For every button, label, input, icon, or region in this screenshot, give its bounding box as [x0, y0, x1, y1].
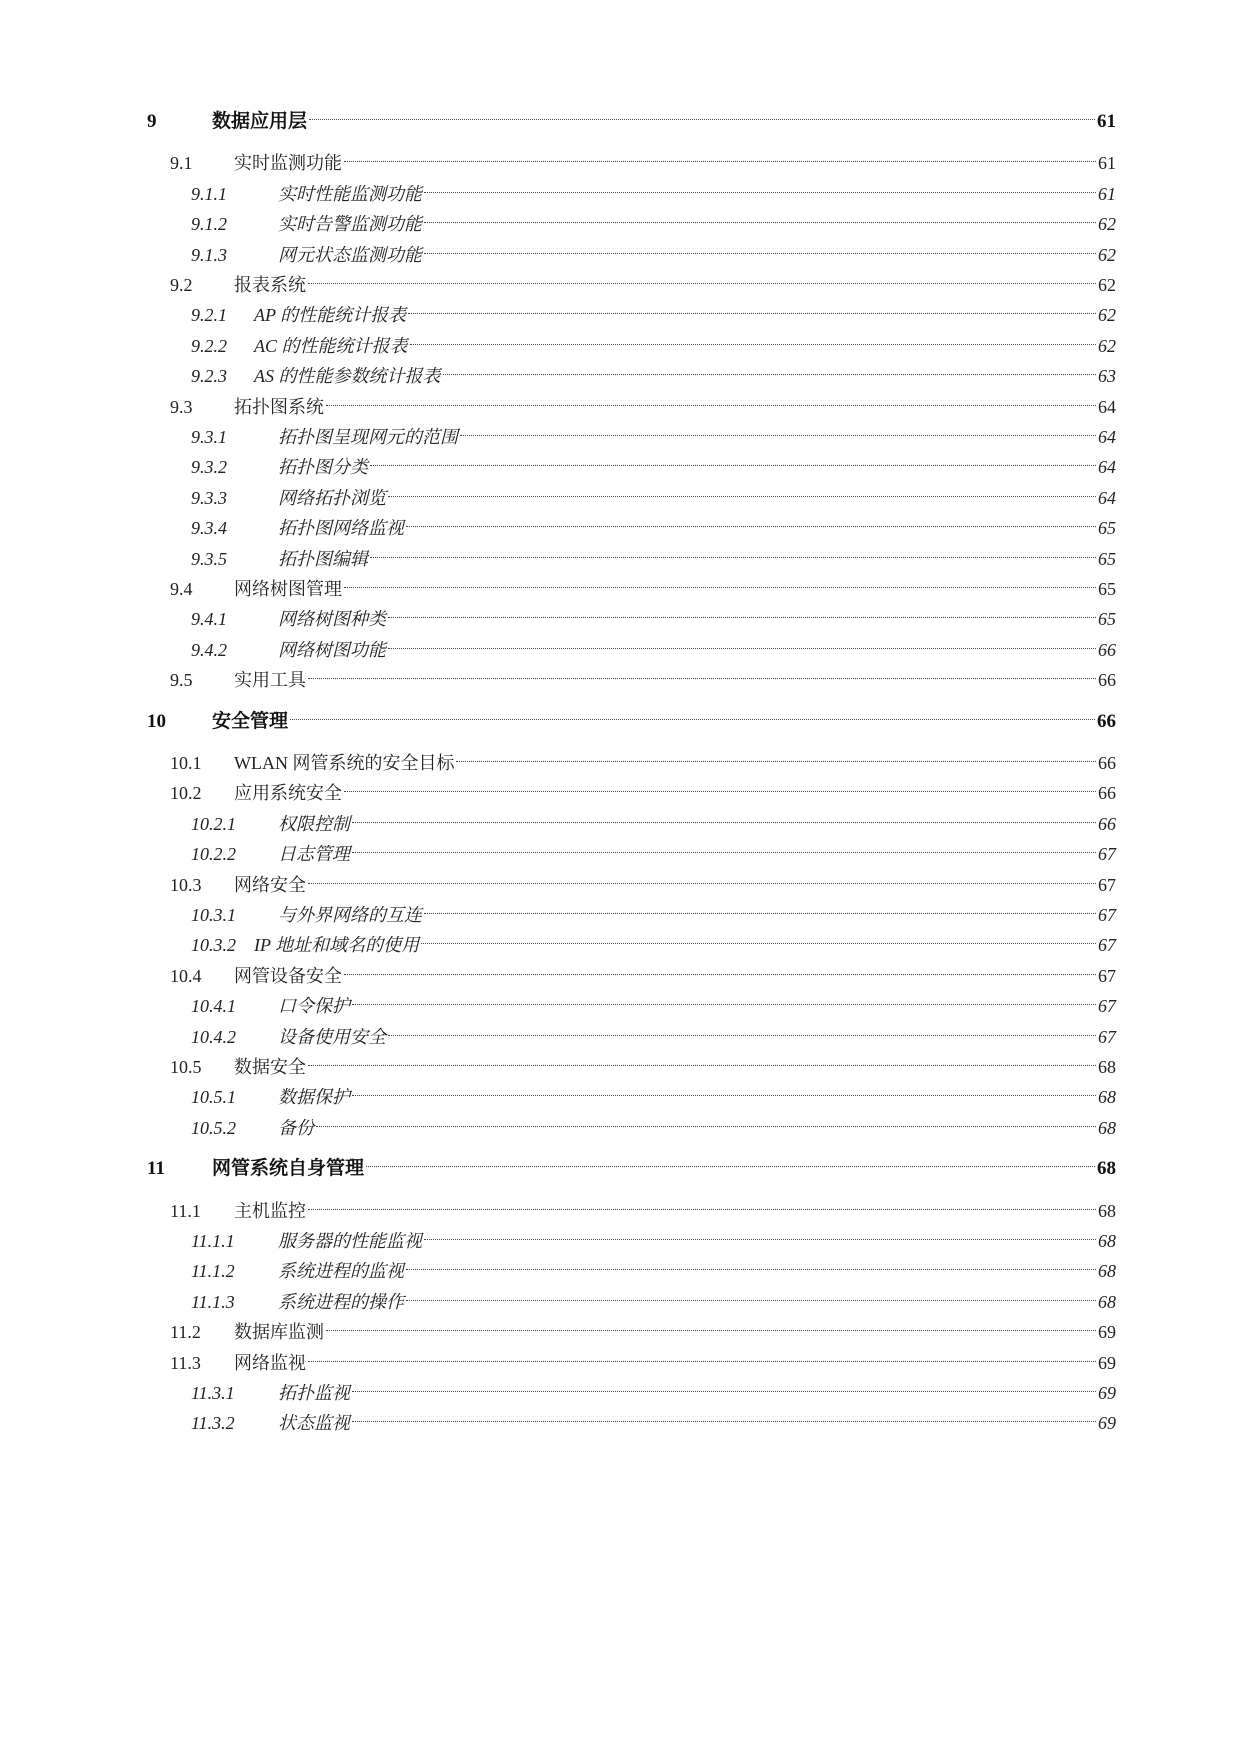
toc-entry-page-number: 67 [1098, 874, 1116, 895]
toc-entry-title: 数据安全 [234, 1057, 306, 1077]
toc-entry-row [234, 870, 1116, 900]
toc-entry-title: 网络树图种类 [278, 609, 386, 630]
toc-entry-row [278, 604, 1116, 634]
toc-entry-level-2[interactable] [0, 748, 1241, 778]
dot-leader [370, 556, 1096, 558]
toc-entry-level-2[interactable] [0, 574, 1241, 604]
toc-entry-title: 拓扑图分类 [278, 457, 368, 478]
toc-entry-number: 9.1 [170, 153, 193, 174]
toc-entry-number: 9.2 [170, 275, 193, 295]
toc-entry-row [278, 991, 1116, 1021]
toc-entry-level-1[interactable] [0, 707, 1241, 737]
toc-entry-title: AP 的性能统计报表 [254, 305, 407, 326]
toc-entry-row [278, 209, 1116, 239]
toc-entry-row [254, 331, 1116, 361]
toc-entry-number: 9.4.2 [191, 639, 227, 660]
toc-entry-level-3[interactable] [0, 544, 1241, 574]
dot-leader [388, 616, 1096, 618]
toc-entry-number: 10.5.2 [191, 1117, 236, 1138]
dot-leader [352, 851, 1096, 853]
toc-entry-page-number: 68 [1098, 1057, 1116, 1077]
toc-entry-level-2[interactable] [0, 1348, 1241, 1378]
dot-leader [344, 973, 1096, 975]
toc-entry-row [278, 452, 1116, 482]
toc-entry-page-number: 62 [1098, 244, 1116, 265]
toc-entry-title: 日志管理 [278, 844, 350, 865]
toc-entry-title: 应用系统安全 [234, 783, 342, 804]
dot-leader [309, 118, 1095, 120]
toc-entry-level-1[interactable] [0, 1154, 1241, 1184]
toc-entry-number: 11.1 [170, 1200, 201, 1221]
toc-entry-level-2[interactable] [0, 392, 1241, 422]
toc-entry-level-1[interactable] [0, 107, 1241, 137]
toc-entry-title: 网络安全 [234, 874, 306, 895]
toc-entry-row [278, 179, 1116, 209]
dot-leader [424, 912, 1096, 914]
toc-entry-number: 10.3.1 [191, 905, 236, 925]
toc-entry-number: 10.4.1 [191, 996, 236, 1017]
toc-entry-row [234, 748, 1116, 778]
toc-entry-level-3[interactable] [0, 452, 1241, 482]
dot-leader [308, 882, 1096, 884]
dot-leader [421, 942, 1096, 944]
dot-leader [410, 343, 1096, 345]
dot-leader [308, 1064, 1096, 1066]
toc-entry-page-number: 62 [1098, 335, 1116, 356]
toc-entry-title: 网络树图管理 [234, 579, 342, 599]
toc-entry-level-2[interactable] [0, 270, 1241, 300]
toc-entry-number: 9.3.1 [191, 427, 227, 447]
toc-entry-page-number: 61 [1097, 111, 1116, 132]
toc-entry-page-number: 68 [1097, 1158, 1116, 1180]
toc-entry-level-3[interactable] [0, 300, 1241, 330]
toc-entry-row [234, 1317, 1116, 1347]
toc-entry-title: 与外界网络的互连 [278, 905, 422, 925]
toc-entry-page-number: 67 [1098, 996, 1116, 1017]
toc-entry-number: 10.2 [170, 783, 202, 804]
toc-entry-title: 实时性能监测功能 [278, 183, 422, 204]
toc-entry-page-number: 62 [1098, 275, 1116, 295]
toc-entry-level-3[interactable] [0, 839, 1241, 869]
toc-entry-row [278, 544, 1116, 574]
dot-leader [352, 1420, 1096, 1422]
toc-entry-page-number: 68 [1098, 1117, 1116, 1138]
toc-entry-page-number: 66 [1098, 670, 1116, 691]
toc-entry-level-2[interactable] [0, 1317, 1241, 1347]
toc-entry-level-3[interactable] [0, 1226, 1241, 1256]
dot-leader [388, 495, 1096, 497]
toc-entry-number: 9.1.3 [191, 244, 227, 265]
toc-entry-number: 10.2.2 [191, 844, 236, 865]
dot-leader [352, 1003, 1096, 1005]
toc-entry-page-number: 64 [1098, 457, 1116, 478]
toc-entry-level-3[interactable] [0, 1082, 1241, 1112]
dot-leader [352, 1390, 1096, 1392]
toc-entry-row [278, 839, 1116, 869]
toc-entry-number: 11.3.1 [191, 1383, 235, 1403]
toc-entry-level-3[interactable] [0, 900, 1241, 930]
toc-entry-page-number: 69 [1098, 1352, 1116, 1373]
dot-leader [406, 1299, 1096, 1301]
toc-entry-level-3[interactable] [0, 1378, 1241, 1408]
toc-entry-number: 9.5 [170, 670, 193, 691]
toc-entry-title: 系统进程的操作 [278, 1291, 404, 1312]
toc-entry-number: 9 [147, 111, 157, 132]
toc-entry-row [254, 300, 1116, 330]
toc-entry-row [254, 930, 1116, 960]
toc-entry-page-number: 65 [1098, 518, 1116, 539]
dot-leader [424, 191, 1096, 193]
toc-entry-page-number: 68 [1098, 1261, 1116, 1282]
dot-leader [424, 252, 1096, 254]
toc-entry-row [234, 574, 1116, 604]
dot-leader [308, 1208, 1096, 1210]
dot-leader [370, 464, 1096, 466]
dot-leader [308, 282, 1096, 284]
toc-entry-title: AC 的性能统计报表 [254, 335, 408, 356]
toc-entry-level-3[interactable] [0, 513, 1241, 543]
toc-entry-title: 主机监控 [234, 1200, 306, 1221]
toc-entry-title: 报表系统 [234, 275, 306, 295]
toc-entry-page-number: 66 [1098, 813, 1116, 834]
toc-entry-number: 9.3.5 [191, 548, 227, 569]
toc-entry-number: 11.1.2 [191, 1261, 235, 1282]
dot-leader [326, 1329, 1096, 1331]
toc-entry-title: 拓扑监视 [278, 1383, 350, 1403]
toc-entry-level-3[interactable] [0, 1256, 1241, 1286]
toc-entry-title: 实用工具 [234, 670, 306, 691]
toc-entry-title: 拓扑图呈现网元的范围 [278, 427, 458, 447]
toc-entry-title: 数据应用层 [212, 111, 308, 132]
toc-entry-page-number: 67 [1098, 844, 1116, 865]
toc-entry-title: 网管设备安全 [234, 965, 342, 986]
toc-entry-title: AS 的性能参数统计报表 [254, 366, 441, 387]
toc-entry-title: 系统进程的监视 [278, 1261, 404, 1282]
toc-entry-page-number: 67 [1098, 935, 1116, 956]
dot-leader [344, 790, 1096, 792]
toc-entry-number: 9.4 [170, 579, 193, 599]
toc-entry-row [212, 707, 1116, 737]
toc-entry-row [278, 635, 1116, 665]
dot-leader [388, 647, 1096, 649]
toc-entry-page-number: 63 [1098, 366, 1116, 387]
toc-entry-level-2[interactable] [0, 961, 1241, 991]
toc-entry-title: 服务器的性能监视 [278, 1231, 422, 1251]
toc-entry-row [278, 1022, 1116, 1052]
toc-entry-level-3[interactable] [0, 331, 1241, 361]
toc-entry-page-number: 66 [1098, 783, 1116, 804]
toc-entry-number: 10.1 [170, 753, 202, 773]
dot-leader [408, 312, 1096, 314]
toc-entry-number: 10.4 [170, 965, 202, 986]
toc-entry-row [278, 1378, 1116, 1408]
toc-entry-number: 10.3.2 [191, 935, 236, 956]
dot-leader [316, 1125, 1096, 1127]
toc-entry-number: 10.3 [170, 874, 202, 895]
toc-entry-row [234, 392, 1116, 422]
toc-entry-row [212, 1154, 1116, 1184]
toc-entry-page-number: 68 [1098, 1291, 1116, 1312]
toc-entry-level-3[interactable] [0, 209, 1241, 239]
toc-entry-row [212, 107, 1116, 137]
toc-entry-title: 网管系统自身管理 [212, 1158, 365, 1180]
toc-entry-page-number: 68 [1098, 1231, 1116, 1251]
toc-entry-row [278, 1113, 1116, 1143]
toc-entry-level-2[interactable] [0, 665, 1241, 695]
toc-entry-level-3[interactable] [0, 635, 1241, 665]
toc-entry-title: 实时告警监测功能 [278, 214, 422, 235]
toc-entry-level-3[interactable] [0, 604, 1241, 634]
toc-entry-page-number: 66 [1098, 639, 1116, 660]
toc-entry-row [234, 961, 1116, 991]
toc-entry-number: 9.3.4 [191, 518, 227, 539]
toc-entry-level-3[interactable] [0, 1022, 1241, 1052]
toc-entry-page-number: 65 [1098, 548, 1116, 569]
toc-entry-page-number: 69 [1098, 1383, 1116, 1403]
toc-entry-row [278, 1082, 1116, 1112]
toc-entry-number: 11.1.1 [191, 1231, 235, 1251]
toc-entry-title: 实时监测功能 [234, 153, 342, 174]
toc-entry-page-number: 64 [1098, 487, 1116, 508]
dot-leader [456, 760, 1096, 762]
toc-entry-page-number: 66 [1098, 753, 1116, 773]
toc-entry-number: 11.2 [170, 1322, 201, 1343]
toc-entry-number: 11.3 [170, 1352, 201, 1373]
dot-leader [308, 1360, 1096, 1362]
toc-entry-page-number: 62 [1098, 305, 1116, 326]
toc-entry-number: 9.2.3 [191, 366, 227, 387]
dot-leader [406, 525, 1096, 527]
toc-entry-number: 9.3.3 [191, 487, 227, 508]
dot-leader [326, 404, 1096, 406]
toc-entry-title: WLAN 网管系统的安全目标 [234, 753, 455, 773]
toc-entry-level-2[interactable] [0, 148, 1241, 178]
toc-entry-page-number: 64 [1098, 427, 1116, 447]
dot-leader [443, 373, 1097, 375]
toc-entry-level-2[interactable] [0, 1196, 1241, 1226]
toc-entry-page-number: 66 [1097, 710, 1116, 732]
toc-entry-title: 设备使用安全 [278, 1026, 386, 1047]
toc-entry-number: 9.3 [170, 396, 193, 417]
toc-entry-number: 9.1.2 [191, 214, 227, 235]
toc-entry-number: 10.2.1 [191, 813, 236, 834]
toc-entry-title: 网元状态监测功能 [278, 244, 422, 265]
toc-entry-row [278, 1226, 1116, 1256]
toc-entry-row [278, 900, 1116, 930]
dot-leader [460, 434, 1096, 436]
toc-entry-page-number: 67 [1098, 965, 1116, 986]
toc-entry-row [278, 1287, 1116, 1317]
toc-entry-level-2[interactable] [0, 778, 1241, 808]
toc-entry-title: 状态监视 [278, 1413, 350, 1434]
toc-entry-title: 口令保护 [278, 996, 350, 1017]
toc-entry-row [278, 1408, 1116, 1438]
toc-entry-page-number: 68 [1098, 1200, 1116, 1221]
toc-entry-row [278, 422, 1116, 452]
toc-entry-number: 10.5.1 [191, 1087, 236, 1108]
toc-entry-page-number: 62 [1098, 214, 1116, 235]
toc-entry-row [234, 1348, 1116, 1378]
toc-entry-number: 10.4.2 [191, 1026, 236, 1047]
toc-entry-title: 网络树图功能 [278, 639, 386, 660]
toc-entry-page-number: 61 [1098, 183, 1116, 204]
toc-entry-level-2[interactable] [0, 1052, 1241, 1082]
toc-entry-row [254, 361, 1116, 391]
toc-entry-level-3[interactable] [0, 361, 1241, 391]
toc-entry-row [278, 1256, 1116, 1286]
toc-entry-number: 9.2.2 [191, 335, 227, 356]
toc-entry-title: 网络拓扑浏览 [278, 487, 386, 508]
toc-entry-level-3[interactable] [0, 930, 1241, 960]
toc-entry-row [278, 483, 1116, 513]
toc-entry-level-3[interactable] [0, 179, 1241, 209]
toc-entry-number: 10 [147, 710, 166, 732]
toc-entry-row [234, 270, 1116, 300]
toc-entry-level-3[interactable] [0, 809, 1241, 839]
toc-entry-row [234, 778, 1116, 808]
toc-entry-row [234, 148, 1116, 178]
toc-entry-number: 11.1.3 [191, 1291, 235, 1312]
toc-entry-level-3[interactable] [0, 240, 1241, 270]
dot-leader [290, 718, 1095, 720]
dot-leader [344, 586, 1096, 588]
toc-entry-row [234, 665, 1116, 695]
toc-entry-title: 拓扑图编辑 [278, 548, 368, 569]
toc-entry-row [278, 809, 1116, 839]
toc-entry-level-3[interactable] [0, 483, 1241, 513]
toc-entry-title: 安全管理 [212, 710, 289, 732]
toc-entry-row [234, 1196, 1116, 1226]
toc-entry-number: 9.2.1 [191, 305, 227, 326]
toc-entry-page-number: 69 [1098, 1322, 1116, 1343]
dot-leader [424, 221, 1096, 223]
toc-entry-title: 备份 [278, 1117, 314, 1138]
toc-entry-page-number: 65 [1098, 609, 1116, 630]
toc-entry-level-3[interactable] [0, 1113, 1241, 1143]
toc-entry-page-number: 65 [1098, 579, 1116, 599]
toc-entry-title: 拓扑图系统 [234, 396, 324, 417]
toc-entry-row [278, 240, 1116, 270]
toc-entry-level-2[interactable] [0, 870, 1241, 900]
dot-leader [308, 677, 1096, 679]
toc-entry-number: 9.4.1 [191, 609, 227, 630]
toc-entry-level-3[interactable] [0, 1287, 1241, 1317]
toc-entry-title: 数据库监测 [234, 1322, 324, 1343]
toc-entry-level-3[interactable] [0, 422, 1241, 452]
toc-entry-page-number: 67 [1098, 905, 1116, 925]
toc-entry-title: 权限控制 [278, 813, 350, 834]
toc-entry-number: 9.1.1 [191, 183, 227, 204]
dot-leader [352, 821, 1096, 823]
dot-leader [388, 1034, 1096, 1036]
toc-entry-page-number: 68 [1098, 1087, 1116, 1108]
toc-entry-title: 数据保护 [278, 1087, 350, 1108]
toc-entry-row [278, 513, 1116, 543]
dot-leader [352, 1094, 1096, 1096]
dot-leader [344, 160, 1096, 162]
dot-leader [366, 1165, 1095, 1167]
toc-entry-title: IP 地址和域名的使用 [254, 935, 420, 956]
toc-entry-number: 9.3.2 [191, 457, 227, 478]
toc-entry-number: 11 [147, 1158, 165, 1180]
toc-entry-number: 10.5 [170, 1057, 202, 1077]
toc-entry-title: 网络监视 [234, 1352, 306, 1373]
toc-entry-page-number: 67 [1098, 1026, 1116, 1047]
toc-entry-level-3[interactable] [0, 1408, 1241, 1438]
toc-entry-title: 拓扑图网络监视 [278, 518, 404, 539]
toc-entry-level-3[interactable] [0, 991, 1241, 1021]
dot-leader [406, 1268, 1096, 1270]
toc-entry-row [234, 1052, 1116, 1082]
toc-entry-page-number: 64 [1098, 396, 1116, 417]
toc-entry-page-number: 69 [1098, 1413, 1116, 1434]
dot-leader [424, 1238, 1096, 1240]
toc-entry-number: 11.3.2 [191, 1413, 235, 1434]
toc-entry-page-number: 61 [1098, 153, 1116, 174]
